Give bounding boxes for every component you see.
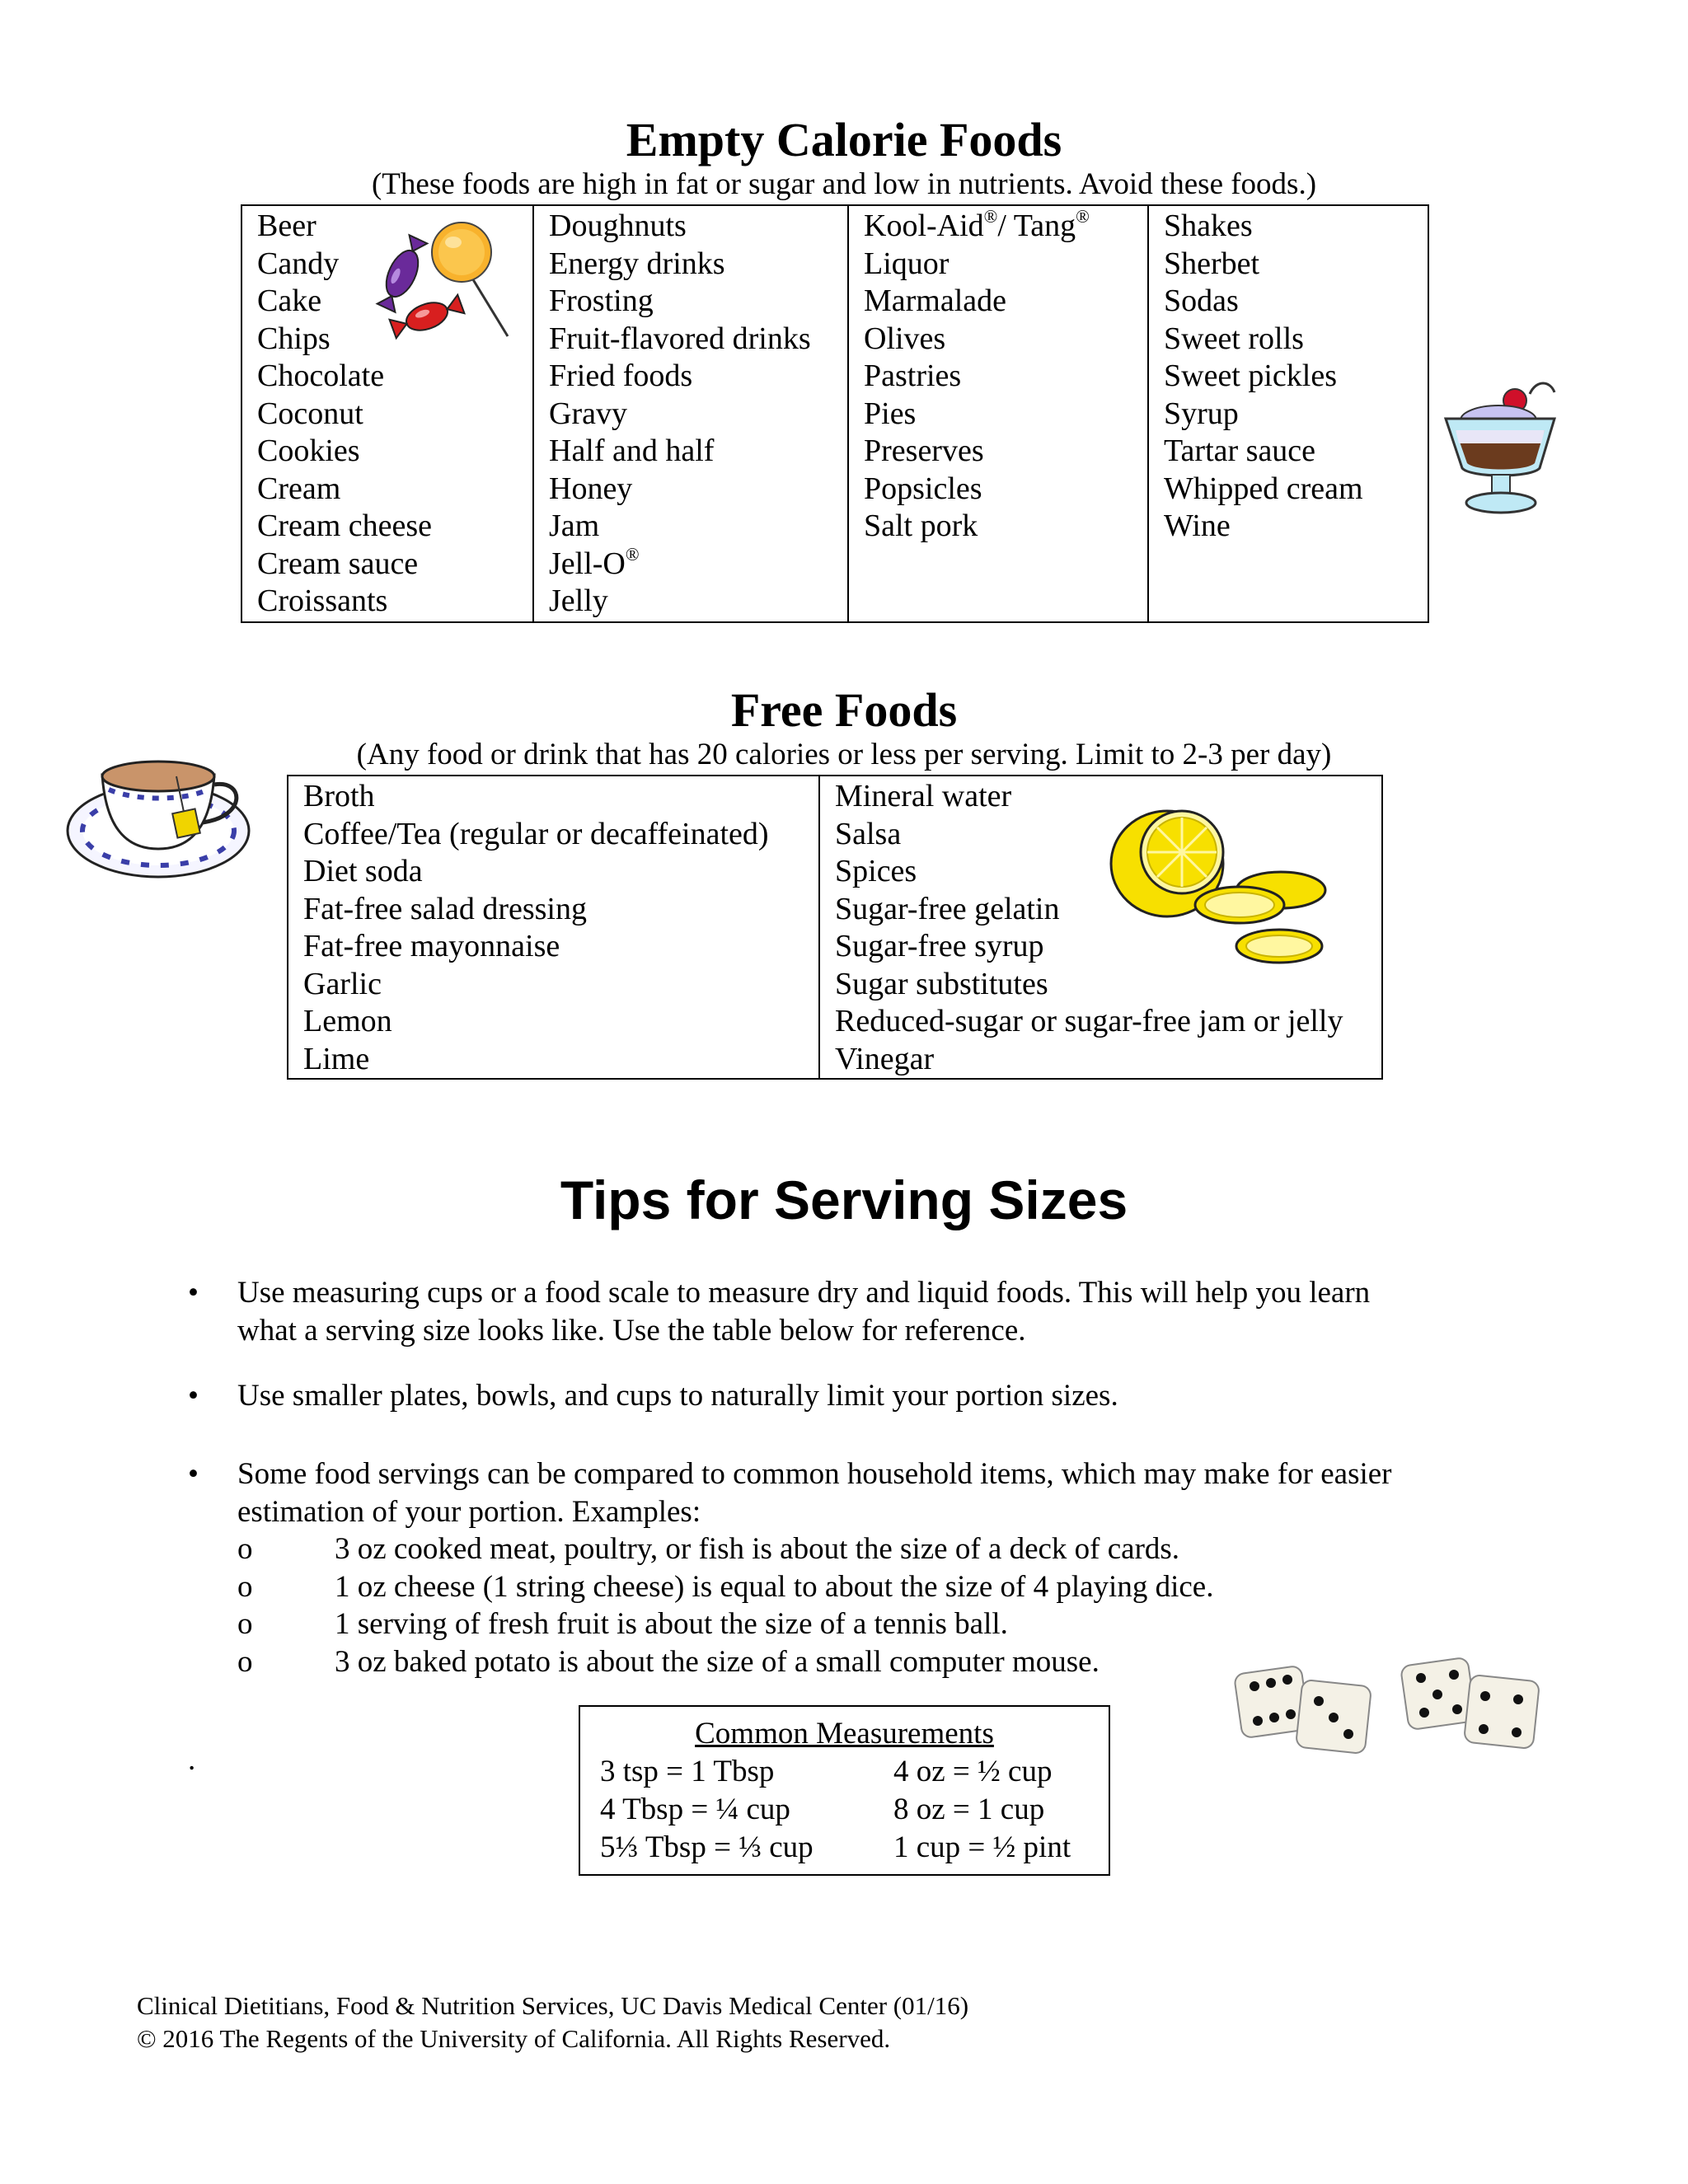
empty-col-3	[848, 205, 1148, 622]
list-item: o 1 serving of fresh fruit is about the size of a tennis ball.	[237, 1607, 1008, 1641]
tips-title: Tips for Serving Sizes	[560, 1169, 1128, 1230]
list-item: Frosting	[549, 284, 654, 318]
tips-bullet-list	[188, 1274, 1507, 1349]
list-item: Broth	[303, 779, 375, 813]
list-item: Candy	[257, 246, 340, 281]
list-item: Chocolate	[257, 359, 385, 393]
footer-credit: Clinical Dietitians, Food & Nutrition Services, UC Davis Medical Center (01/16)	[137, 1991, 969, 2020]
list-item: Vinegar	[835, 1041, 935, 1076]
bullet-item	[188, 1274, 1507, 1349]
list-item: Sweet pickles	[1164, 359, 1338, 393]
bullet-text: estimation of your portion. Examples:	[237, 1494, 701, 1529]
list-item: Syrup	[1164, 396, 1239, 431]
measurement-cell: 1 cup = ½ pint	[893, 1830, 1071, 1864]
list-item: Whipped cream	[1164, 471, 1363, 506]
list-item: Olives	[864, 321, 946, 356]
common-measurements-box	[579, 1705, 1110, 1876]
list-item: Sugar substitutes	[835, 966, 1048, 1001]
list-item: Croissants	[257, 583, 388, 618]
free-foods-subtitle: (Any food or drink that has 20 calories or less per serving. Limit to 2-3 per day)	[356, 738, 1332, 771]
list-item: Cream sauce	[257, 546, 419, 581]
list-item: Doughnuts	[549, 209, 687, 243]
list-item: Salsa	[835, 816, 902, 851]
list-item: Preserves	[864, 434, 984, 468]
list-item: Half and half	[549, 434, 715, 468]
bullet-text: Use smaller plates, bowls, and cups to naturally limit your portion sizes.	[237, 1379, 1118, 1413]
list-item: Cream	[257, 471, 341, 506]
list-item: Fat-free salad dressing	[303, 891, 587, 926]
teacup-icon	[61, 725, 259, 886]
list-item: o 3 oz cooked meat, poultry, or fish is about the size of a deck of cards.	[237, 1532, 1180, 1566]
bullet-marker: •	[188, 1379, 199, 1413]
measurement-cell: 4 oz = ½ cup	[893, 1755, 1053, 1788]
list-item: Liquor	[864, 246, 950, 281]
list-item: Fat-free mayonnaise	[303, 929, 560, 963]
list-item: Marmalade	[864, 284, 1007, 318]
table-row	[580, 1791, 1109, 1829]
table-row	[580, 1829, 1109, 1867]
footer-copyright: © 2016 The Regents of the University of California. All Rights Reserved.	[137, 2024, 891, 2053]
list-item: o 3 oz baked potato is about the size of a small computer mouse.	[237, 1644, 1100, 1679]
list-item: Jell-O®	[549, 543, 640, 581]
list-item: Sodas	[1164, 284, 1239, 318]
bullet-item	[188, 1455, 1507, 1680]
measurement-cell: 8 oz = 1 cup	[893, 1793, 1045, 1826]
list-item: Cream cheese	[257, 509, 433, 543]
list-item: Popsicles	[864, 471, 982, 506]
list-item: Coconut	[257, 396, 363, 431]
list-item: Sweet rolls	[1164, 321, 1304, 356]
tips-bullet-list	[188, 1377, 1507, 1415]
free-col-1	[288, 776, 819, 1079]
empty-col-4	[1148, 205, 1428, 622]
tips-bullet-list	[188, 1455, 1507, 1680]
list-item: Fried foods	[549, 359, 693, 393]
list-item: Mineral water	[835, 779, 1012, 813]
stray-dot: .	[188, 1743, 196, 1777]
list-item: Lemon	[303, 1004, 392, 1038]
measurement-cell: 3 tsp = 1 Tbsp	[600, 1755, 775, 1788]
list-item: Sugar-free syrup	[835, 929, 1044, 963]
list-item: Energy drinks	[549, 246, 725, 281]
list-item: Shakes	[1164, 209, 1253, 243]
footer	[137, 1990, 968, 2055]
bullet-marker: •	[188, 1457, 199, 1491]
list-item: Coffee/Tea (regular or decaffeinated)	[303, 816, 769, 851]
list-item: Fruit-flavored drinks	[549, 321, 811, 356]
measurements-title: Common Measurements	[695, 1717, 994, 1750]
list-item: Tartar sauce	[1164, 434, 1316, 468]
bullet-text: Some food servings can be compared to common household items, which may make for easier	[237, 1457, 1392, 1491]
list-item: Sherbet	[1164, 246, 1260, 281]
measurement-cell: 5⅓ Tbsp = ⅓ cup	[600, 1830, 814, 1864]
empty-calorie-subtitle: (These foods are high in fat or sugar and low in nutrients. Avoid these foods.)	[371, 167, 1317, 201]
sundae-icon	[1439, 371, 1563, 523]
dice-icon	[1233, 1653, 1554, 1760]
free-foods-title: Free Foods	[730, 683, 958, 737]
list-item: Beer	[257, 209, 316, 243]
list-item: Gravy	[549, 396, 627, 431]
list-item: Sugar-free gelatin	[835, 891, 1060, 926]
list-item: Diet soda	[303, 854, 423, 888]
list-item: Lime	[303, 1041, 370, 1076]
list-item: Kool-Aid®/ Tang®	[864, 206, 1090, 243]
bullet-item	[188, 1377, 1507, 1415]
list-item: Cookies	[257, 434, 360, 468]
lollipop-icon	[429, 219, 519, 343]
list-item: Pies	[864, 396, 917, 431]
bullet-marker: •	[188, 1276, 199, 1310]
list-item: Jelly	[549, 583, 608, 618]
list-item: Reduced-sugar or sugar-free jam or jelly	[835, 1004, 1343, 1038]
list-item: Spices	[835, 854, 917, 888]
lemon-icon	[1108, 798, 1330, 979]
list-item: o 1 oz cheese (1 string cheese) is equal to about the size of 4 playing dice.	[237, 1569, 1214, 1604]
list-item: Honey	[549, 471, 633, 506]
list-item: Pastries	[864, 359, 962, 393]
measurement-cell: 4 Tbsp = ¼ cup	[600, 1793, 790, 1826]
bullet-text: what a serving size looks like. Use the table below for reference.	[237, 1313, 1026, 1347]
list-item: Salt pork	[864, 509, 978, 543]
list-item: Wine	[1164, 509, 1231, 543]
list-item: Chips	[257, 321, 331, 356]
empty-calorie-title: Empty Calorie Foods	[626, 113, 1062, 166]
list-item: Jam	[549, 509, 600, 543]
empty-col-2	[533, 205, 848, 622]
list-item: Cake	[257, 284, 322, 318]
table-row	[580, 1753, 1109, 1791]
list-item: Garlic	[303, 966, 382, 1001]
bullet-text: Use measuring cups or a food scale to measure dry and liquid foods. This will help you learn	[237, 1276, 1371, 1310]
